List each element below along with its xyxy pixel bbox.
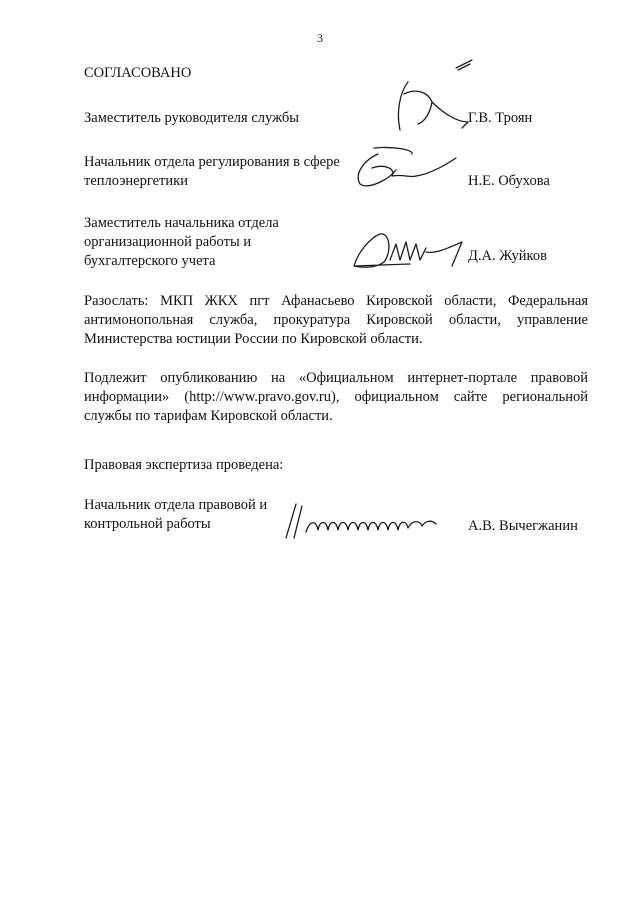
signatory-name-zhuikov: Д.А. Жуйков — [468, 248, 547, 264]
approved-heading: СОГЛАСОВАНО — [84, 65, 192, 81]
signatory-name-troyan: Г.В. Троян — [468, 110, 533, 126]
signature-obukhova — [344, 140, 464, 200]
distribution-list: Разослать: МКП ЖКХ пгт Афанасьево Кировской области, Федеральная антимонопольная служба, прокуратура Кировской области, управление Министерства юстиции России по Кировской области. — [84, 293, 588, 347]
signatory-role-regulation-head: Начальник отдела регулирования в сфере теплоэнергетики — [84, 154, 340, 189]
signature-troyan — [372, 52, 482, 142]
signatory-role-org-work: Заместитель начальника отдела организационной работы и бухгалтерского учета — [84, 215, 279, 269]
signature-vychegzhanin — [270, 498, 450, 546]
legal-signatory-name: А.В. Вычегжанин — [468, 518, 578, 534]
signature-zhuikov — [340, 222, 470, 278]
legal-review-heading: Правовая экспертиза проведена: — [84, 457, 284, 473]
signatory-name-obukhova: Н.Е. Обухова — [468, 173, 550, 189]
page-number: 3 — [317, 31, 323, 45]
signatory-role-deputy-head: Заместитель руководителя службы — [84, 110, 300, 126]
legal-signatory-role: Начальник отдела правовой и контрольной работы — [84, 497, 268, 532]
publication-note: Подлежит опубликованию на «Официальном интернет-портале правовой информации» (http://www.pravo.gov.ru), официальном сайте региональной службы по тарифам Кировской области. — [84, 370, 588, 424]
